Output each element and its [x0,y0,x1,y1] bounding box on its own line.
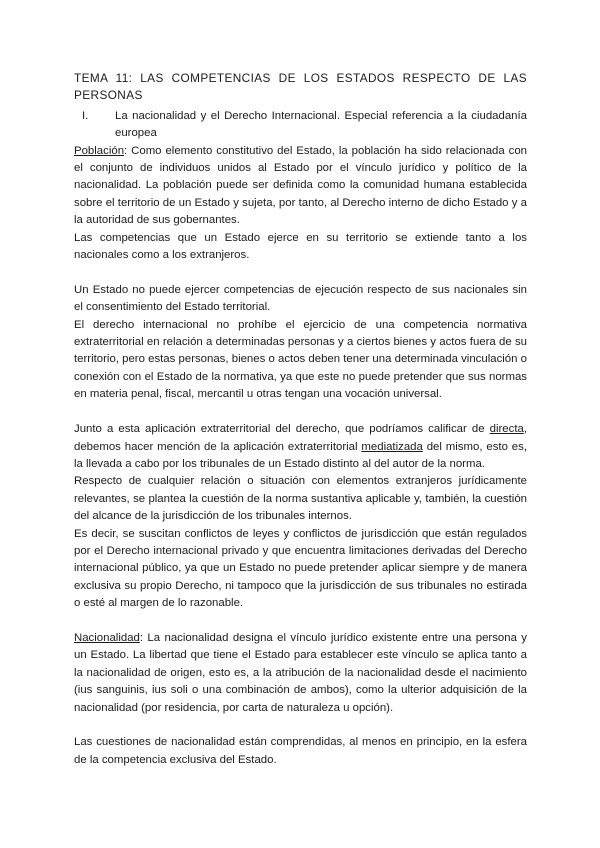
term-poblacion: Población [74,144,125,157]
paragraph-aplicacion-extraterritorial [74,421,527,473]
term-mediatizada: mediatizada [361,440,423,453]
paragraph-conflictos: Es decir, se suscitan conflictos de leyes y conflictos de jurisdicción que están regulados por el Derecho internacional privado y que encuentra limitaciones derivadas del Derecho internacional público, ya que un Estado no puede pretender aplicar siempre y de manera exclusiva su propio Derecho, ni tampoco que la jurisdicción de sus tribunales no estirada o esté al margen de lo razonable. [74,527,527,610]
term-directa: directa [489,423,524,436]
p5-part-b: , debemos hacer mención de la aplicación extraterritorial [74,423,527,453]
page-title: TEMA 11: LAS COMPETENCIAS DE LOS ESTADOS RESPECTO DE LAS PERSONAS [74,71,527,103]
p5-part-c: del mismo, esto es, la llevada a cabo por los tribunales de un Estado distinto al del autor de la norma. [74,440,527,470]
nacionalidad-text: : La nacionalidad designa el vínculo jurídico existente entre una persona y un Estado. La libertad que tiene el Estado para establecer este vínculo se aplica tanto a la nacionalidad de origen, esto es, a la atribución de la nacionalidad desde el nacimiento (ius sanguinis, ius soli o una combinación de ambos), como la ulterior adquisición de la nacionalidad (por residencia, por carta de naturaleza u opción). [74,631,527,714]
paragraph-ejecucion: Un Estado no puede ejercer competencias de ejecución respecto de sus nacionales sin el consentimiento del Estado territorial. [74,283,527,314]
document-page [74,70,527,769]
paragraph-derecho-internacional: El derecho internacional no prohíbe el ejercicio de una competencia normativa extraterritorial en relación a determinadas personas y a ciertos bienes y actos fuera de su territorio, pero estas personas, bienes o actos deben tener una determinada vinculación o conexión con el Estado de la normativa, ya que este no puede pretender que sus normas en materia penal, fiscal, mercantil u otras tengan una vocación universal. [74,318,527,401]
section-number: I. [82,109,89,122]
section-heading [74,108,527,143]
paragraph-cuestiones-nacionalidad: Las cuestiones de nacionalidad están comprendidas, al menos en principio, en la esfera de la competencia exclusiva del Estado. [74,736,527,766]
term-nacionalidad: Nacionalidad [74,631,140,644]
poblacion-text: : Como elemento constitutivo del Estado, la población ha sido relacionada con el conjunto de individuos unidos al Estado por el vínculo jurídico y político de la nacionalidad. La población puede ser definida como la comunidad humana establecida sobre el territorio de un Estado y sujeta, por tanto, al Derecho interno de dicho Estado y a la autoridad de sus gobernantes. [74,144,527,227]
paragraph-nacionalidad [74,630,527,717]
paragraph-elementos-extranjeros: Respecto de cualquier relación o situación con elementos extranjeros jurídicamente relevantes, se plantea la cuestión de la norma sustantiva aplicable y, también, la cuestión del alcance de la jurisdicción de los tribunales internos. [74,475,527,523]
p5-part-a: Junto a esta aplicación extraterritorial del derecho, que podríamos calificar de [74,423,490,436]
paragraph-poblacion [74,143,527,230]
paragraph-competencias: Las competencias que un Estado ejerce en su territorio se extiende tanto a los nacionales como a los extranjeros. [74,231,527,262]
section-title: La nacionalidad y el Derecho Internacional. Especial referencia a la ciudadanía europea [115,109,527,140]
